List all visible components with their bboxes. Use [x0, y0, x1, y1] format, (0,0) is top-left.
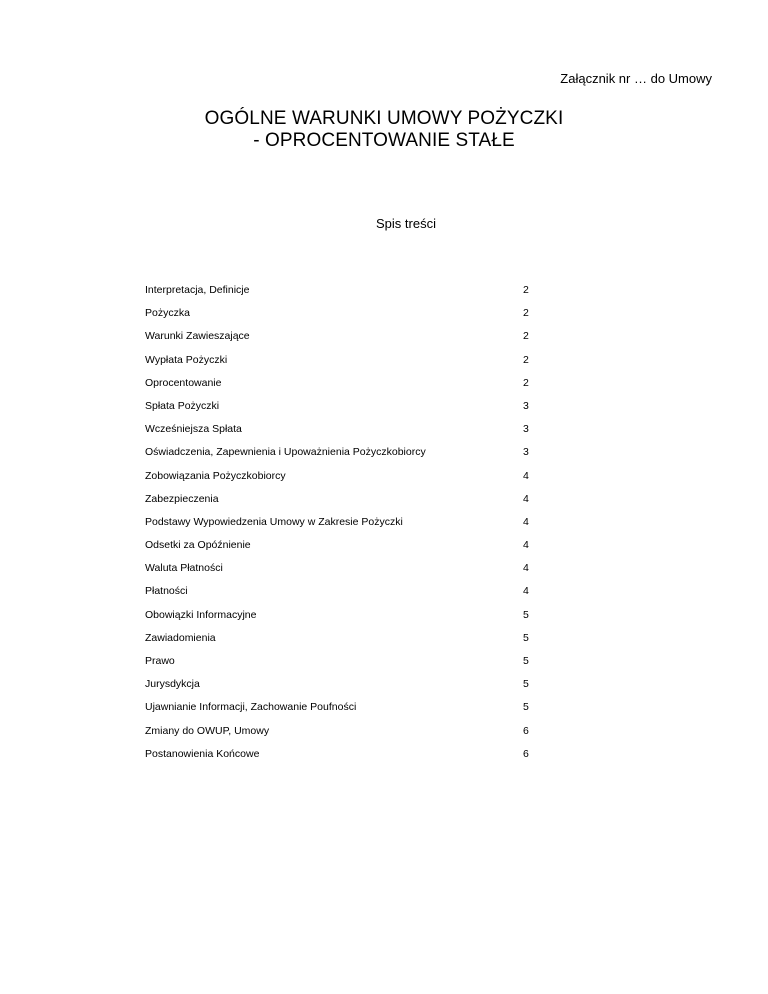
- toc-entry-page-number: 4: [523, 539, 529, 552]
- toc-entry-page-number: 3: [523, 399, 529, 412]
- annex-reference: Załącznik nr … do Umowy: [560, 71, 712, 86]
- toc-entry-page-number: 5: [523, 631, 529, 644]
- toc-entry-page-number: 2: [523, 330, 529, 343]
- toc-heading: Spis treści: [376, 216, 436, 231]
- toc-entry-page-number: 3: [523, 446, 529, 459]
- toc-entry-label: Pożyczka: [145, 307, 190, 320]
- toc-entry-page-number: 3: [523, 423, 529, 436]
- toc-entry[interactable]: [145, 677, 545, 700]
- toc-entry-label: Ujawnianie Informacji, Zachowanie Poufności: [145, 701, 357, 714]
- toc-entry-page-number: 6: [523, 747, 529, 760]
- toc-entry-page-number: 5: [523, 678, 529, 691]
- table-of-contents: [145, 283, 545, 770]
- toc-entry-page-number: 5: [523, 608, 529, 621]
- toc-entry-page-number: 4: [523, 515, 529, 528]
- toc-entry-page-number: 4: [523, 585, 529, 598]
- toc-entry[interactable]: [145, 700, 545, 723]
- toc-entry-page-number: 2: [523, 307, 529, 320]
- document-title: [0, 108, 768, 152]
- toc-entry-page-number: 4: [523, 469, 529, 482]
- toc-entry[interactable]: [145, 469, 545, 492]
- toc-entry-page-number: 6: [523, 724, 529, 737]
- toc-entry-label: Podstawy Wypowiedzenia Umowy w Zakresie Pożyczki: [145, 515, 403, 528]
- toc-entry-label: Warunki Zawieszające: [145, 330, 250, 343]
- toc-entry[interactable]: [145, 376, 545, 399]
- toc-entry-label: Jurysdykcja: [145, 678, 200, 691]
- toc-entry-label: Odsetki za Opóźnienie: [145, 539, 251, 552]
- toc-entry-label: Zmiany do OWUP, Umowy: [145, 724, 270, 737]
- toc-entry[interactable]: [145, 654, 545, 677]
- toc-entry-label: Oprocentowanie: [145, 376, 222, 389]
- toc-entry-label: Zabezpieczenia: [145, 492, 219, 505]
- toc-entry[interactable]: [145, 353, 545, 376]
- toc-entry[interactable]: [145, 584, 545, 607]
- toc-entry[interactable]: [145, 631, 545, 654]
- toc-entry[interactable]: [145, 492, 545, 515]
- toc-entry-page-number: 2: [523, 284, 529, 296]
- toc-entry[interactable]: [145, 329, 545, 352]
- toc-entry[interactable]: [145, 561, 545, 584]
- toc-entry-page-number: 2: [523, 376, 529, 389]
- toc-entry-label: Waluta Płatności: [145, 562, 223, 575]
- toc-entry[interactable]: [145, 538, 545, 561]
- toc-entry[interactable]: [145, 445, 545, 468]
- toc-entry-label: Płatności: [145, 585, 188, 598]
- toc-entry-label: Zobowiązania Pożyczkobiorcy: [145, 469, 286, 482]
- toc-entry[interactable]: [145, 399, 545, 422]
- toc-entry-label: Spłata Pożyczki: [145, 399, 220, 412]
- document-title-line-1: OGÓLNE WARUNKI UMOWY POŻYCZKI: [204, 108, 564, 129]
- document-title-line-2: - OPROCENTOWANIE STAŁE: [253, 130, 515, 151]
- toc-entry-page-number: 2: [523, 353, 529, 366]
- toc-entry-page-number: 5: [523, 655, 529, 667]
- toc-entry-label: Wcześniejsza Spłata: [145, 423, 242, 436]
- toc-entry-page-number: 4: [523, 492, 529, 505]
- toc-entry-label: Prawo: [145, 655, 175, 667]
- toc-entry[interactable]: [145, 283, 545, 306]
- toc-entry-label: Wypłata Pożyczki: [145, 353, 228, 366]
- toc-entry-label: Oświadczenia, Zapewnienia i Upoważnienia Pożyczkobiorcy: [145, 446, 426, 459]
- toc-entry[interactable]: [145, 306, 545, 329]
- toc-entry-label: Interpretacja, Definicje: [145, 284, 250, 296]
- toc-entry-label: Postanowienia Końcowe: [145, 747, 260, 760]
- toc-entry[interactable]: [145, 608, 545, 631]
- toc-entry-page-number: 4: [523, 562, 529, 575]
- toc-entry-page-number: 5: [523, 701, 529, 714]
- toc-entry-label: Zawiadomienia: [145, 631, 216, 644]
- toc-entry[interactable]: [145, 724, 545, 747]
- toc-entry[interactable]: [145, 515, 545, 538]
- toc-entry[interactable]: [145, 422, 545, 445]
- toc-entry-label: Obowiązki Informacyjne: [145, 608, 257, 621]
- toc-entry[interactable]: [145, 747, 545, 770]
